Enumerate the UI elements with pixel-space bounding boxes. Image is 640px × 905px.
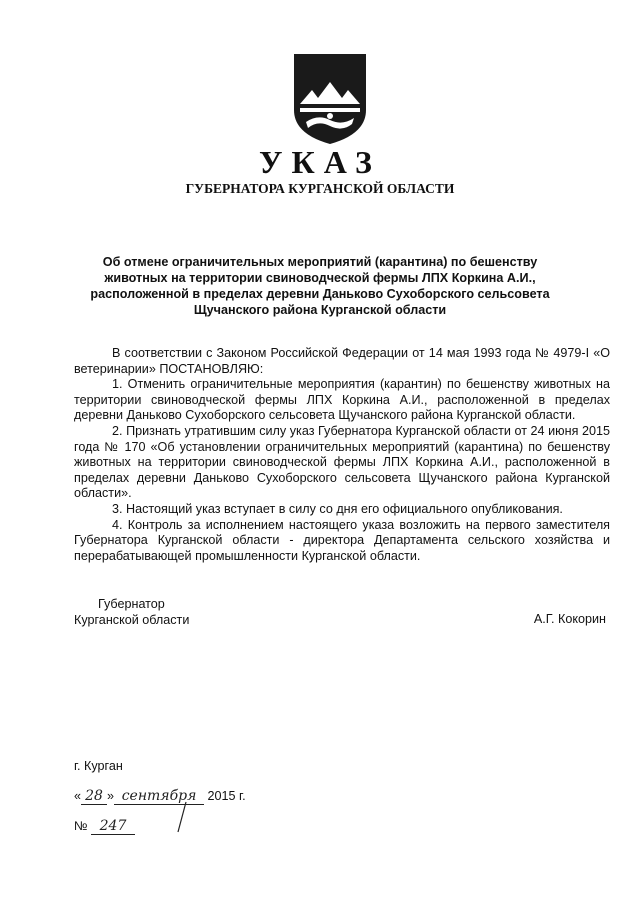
signatory-name: А.Г. Кокорин: [533, 612, 606, 626]
position-line: Курганской области: [74, 613, 190, 627]
date-open-quote: «: [74, 789, 82, 803]
issue-date: [74, 788, 246, 805]
heading-line: животных на территории свиноводческой фермы ЛПХ Коркина А.И.,: [104, 271, 536, 285]
heading-line: Об отмене ограничительных мероприятий (карантина) по бешенству: [102, 255, 538, 269]
position-line: Губернатор: [98, 597, 165, 611]
handwritten-stroke-mark: [172, 800, 192, 834]
decree-heading: [60, 254, 580, 318]
date-year: 2015 г.: [207, 789, 246, 803]
item-paragraph: 4. Контроль за исполнением настоящего указа возложить на первого заместителя Губернатора Курганской области - директора Департамента сельского хозяйства и перерабатывающей промышленности Курганской области.: [74, 517, 610, 563]
document-title: УКАЗ: [259, 144, 381, 180]
date-close-quote: »: [107, 789, 115, 803]
item-paragraph: 3. Настоящий указ вступает в силу со дня его официального опубликования.: [112, 501, 563, 516]
date-day: 28: [81, 788, 107, 805]
document-subtitle: ГУБЕРНАТОРА КУРГАНСКОЙ ОБЛАСТИ: [185, 181, 455, 196]
number-label: №: [74, 819, 88, 833]
kurgan-coat-of-arms-emblem: [292, 52, 368, 146]
date-month: сентября: [114, 788, 204, 805]
item-paragraph: 2. Признать утратившим силу указ Губернатора Курганской области от 24 июня 2015 года № 170 «Об установлении ограничительных мероприятий (карантина) по бешенству животных на территории свиноводческой фермы ЛПХ Коркина А.И., расположенной в пределах деревни Даньково Сухоборского сельсовета Щучанского района Курганской области».: [74, 423, 610, 501]
decree-number: [74, 818, 135, 835]
number-value: 247: [91, 818, 135, 835]
issue-city: г. Курган: [74, 759, 123, 773]
preamble-paragraph: В соответствии с Законом Российской Федерации от 14 мая 1993 года № 4979-I «О ветеринарии» ПОСТАНОВЛЯЮ:: [74, 346, 610, 376]
heading-line: Щучанского района Курганской области: [193, 303, 447, 317]
signatory-position: [74, 596, 189, 628]
heading-line: расположенной в пределах деревни Даньково Сухоборского сельсовета: [90, 287, 550, 301]
item-paragraph: 1. Отменить ограничительные мероприятия (карантин) по бешенству животных на территории свиноводческой фермы ЛПХ Коркина А.И., расположенной в пределах деревни Даньково Сухоборского сельсовета Щучанского района Курганской области.: [74, 377, 610, 423]
decree-body: [74, 346, 610, 564]
